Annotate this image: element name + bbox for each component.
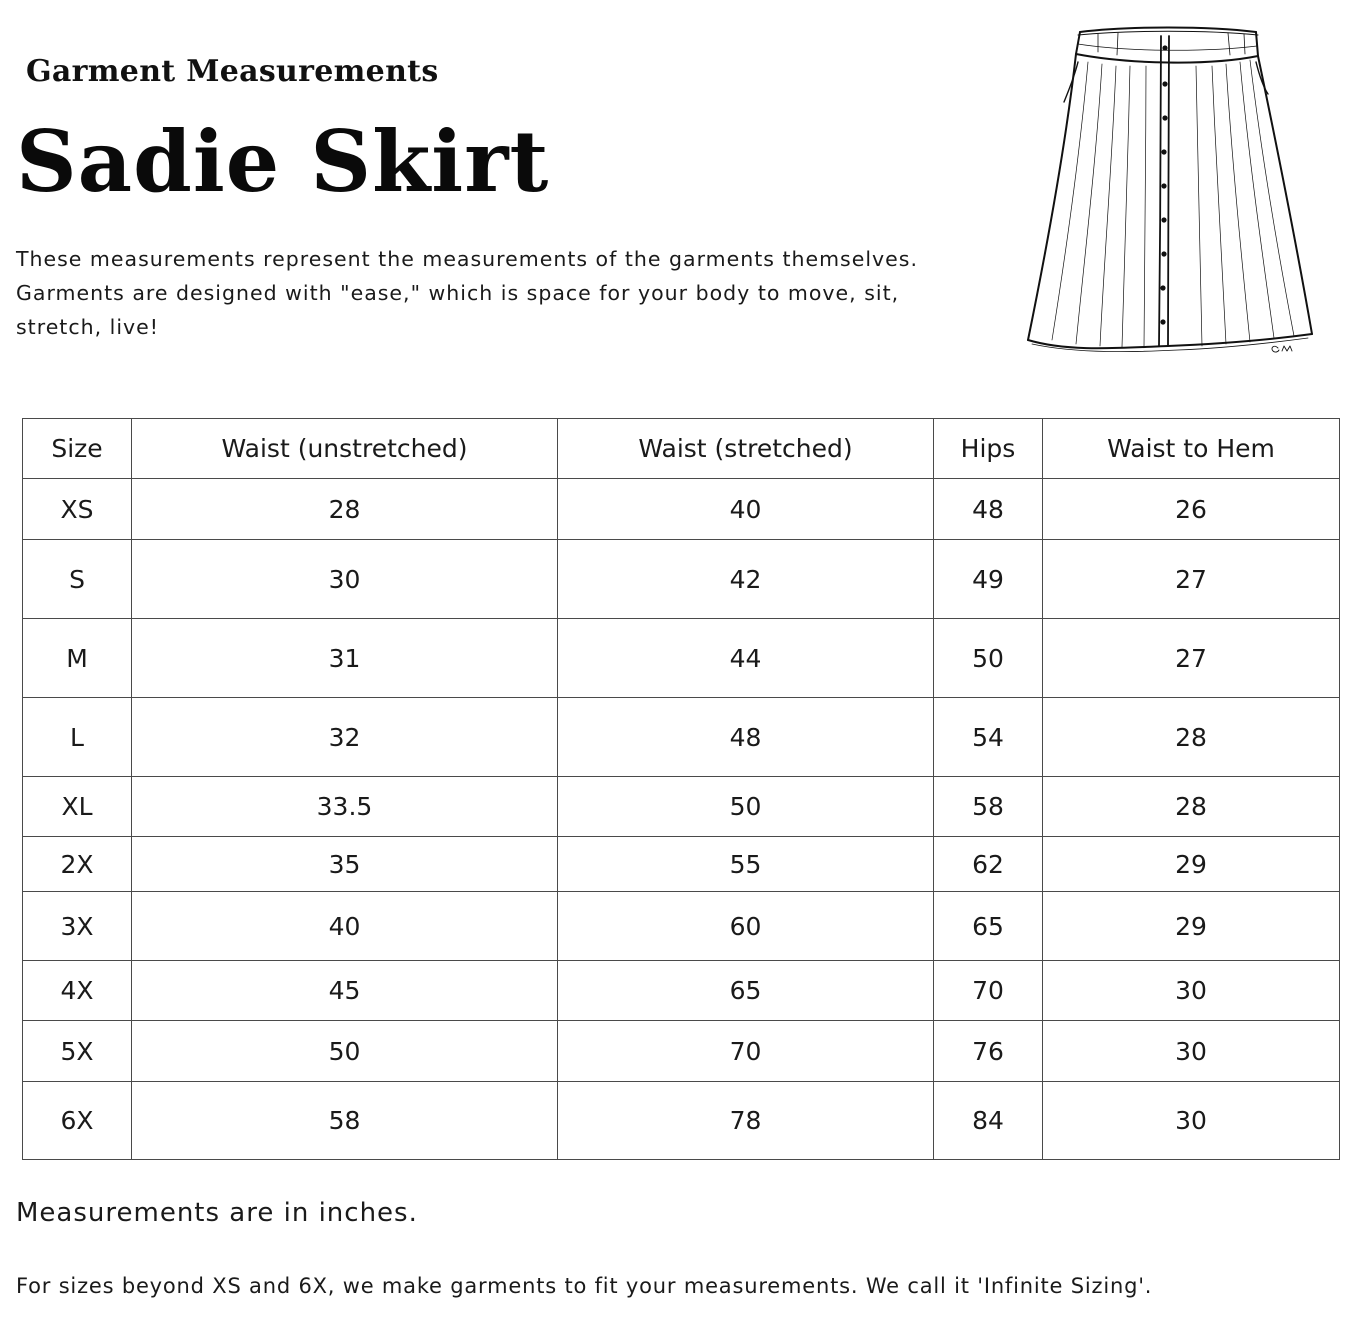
units-note: Measurements are in inches. xyxy=(16,1198,418,1228)
eyebrow-heading: Garment Measurements xyxy=(26,54,439,89)
waist-to-hem-cell: 28 xyxy=(1043,698,1340,777)
column-header-hips: Hips xyxy=(934,419,1043,479)
size-cell: M xyxy=(23,619,132,698)
hips-cell: 65 xyxy=(934,892,1043,961)
table-header-row xyxy=(23,419,1340,479)
table-row xyxy=(23,837,1340,892)
hips-cell: 49 xyxy=(934,540,1043,619)
waist-to-hem-cell: 27 xyxy=(1043,540,1340,619)
waist-stretched-cell: 44 xyxy=(558,619,934,698)
column-header-waist-to-hem: Waist to Hem xyxy=(1043,419,1340,479)
hips-cell: 54 xyxy=(934,698,1043,777)
waist-unstretched-cell: 33.5 xyxy=(132,777,558,837)
table-row xyxy=(23,479,1340,540)
waist-to-hem-cell: 30 xyxy=(1043,961,1340,1021)
waist-stretched-cell: 60 xyxy=(558,892,934,961)
size-cell: XL xyxy=(23,777,132,837)
waist-unstretched-cell: 58 xyxy=(132,1082,558,1160)
waist-stretched-cell: 48 xyxy=(558,698,934,777)
table-row xyxy=(23,540,1340,619)
waist-stretched-cell: 42 xyxy=(558,540,934,619)
waist-stretched-cell: 70 xyxy=(558,1021,934,1082)
size-cell: XS xyxy=(23,479,132,540)
hips-cell: 70 xyxy=(934,961,1043,1021)
hips-cell: 84 xyxy=(934,1082,1043,1160)
size-cell: 4X xyxy=(23,961,132,1021)
size-chart-table xyxy=(22,418,1340,1160)
waist-to-hem-cell: 30 xyxy=(1043,1082,1340,1160)
table-row xyxy=(23,1021,1340,1082)
hips-cell: 48 xyxy=(934,479,1043,540)
size-cell: S xyxy=(23,540,132,619)
table-row xyxy=(23,1082,1340,1160)
skirt-sketch-icon xyxy=(1018,22,1324,358)
hips-cell: 62 xyxy=(934,837,1043,892)
waist-unstretched-cell: 28 xyxy=(132,479,558,540)
waist-unstretched-cell: 50 xyxy=(132,1021,558,1082)
page-title: Sadie Skirt xyxy=(16,112,550,211)
column-header-waist-unstretched: Waist (unstretched) xyxy=(132,419,558,479)
hips-cell: 58 xyxy=(934,777,1043,837)
waist-unstretched-cell: 35 xyxy=(132,837,558,892)
size-cell: 5X xyxy=(23,1021,132,1082)
waist-stretched-cell: 50 xyxy=(558,777,934,837)
waist-unstretched-cell: 32 xyxy=(132,698,558,777)
waist-to-hem-cell: 26 xyxy=(1043,479,1340,540)
size-cell: 6X xyxy=(23,1082,132,1160)
waist-stretched-cell: 78 xyxy=(558,1082,934,1160)
waist-unstretched-cell: 45 xyxy=(132,961,558,1021)
size-cell: 2X xyxy=(23,837,132,892)
waist-unstretched-cell: 30 xyxy=(132,540,558,619)
intro-paragraph: These measurements represent the measurements of the garments themselves. Garments are designed with "ease," which is space for your body to move, sit, stretch, live! xyxy=(16,247,918,339)
table-row xyxy=(23,961,1340,1021)
skirt-illustration xyxy=(1018,22,1324,358)
column-header-size: Size xyxy=(23,419,132,479)
infinite-sizing-note: For sizes beyond XS and 6X, we make garments to fit your measurements. We call it 'Infinite Sizing'. xyxy=(16,1274,1153,1298)
waist-unstretched-cell: 40 xyxy=(132,892,558,961)
waist-stretched-cell: 55 xyxy=(558,837,934,892)
table-row xyxy=(23,698,1340,777)
table-row xyxy=(23,892,1340,961)
waist-to-hem-cell: 29 xyxy=(1043,837,1340,892)
hips-cell: 50 xyxy=(934,619,1043,698)
waist-to-hem-cell: 27 xyxy=(1043,619,1340,698)
hips-cell: 76 xyxy=(934,1021,1043,1082)
column-header-waist-stretched: Waist (stretched) xyxy=(558,419,934,479)
size-cell: L xyxy=(23,698,132,777)
waist-to-hem-cell: 28 xyxy=(1043,777,1340,837)
waist-to-hem-cell: 30 xyxy=(1043,1021,1340,1082)
waist-unstretched-cell: 31 xyxy=(132,619,558,698)
size-cell: 3X xyxy=(23,892,132,961)
table-row xyxy=(23,619,1340,698)
table-row xyxy=(23,777,1340,837)
waist-stretched-cell: 65 xyxy=(558,961,934,1021)
waist-to-hem-cell: 29 xyxy=(1043,892,1340,961)
waist-stretched-cell: 40 xyxy=(558,479,934,540)
